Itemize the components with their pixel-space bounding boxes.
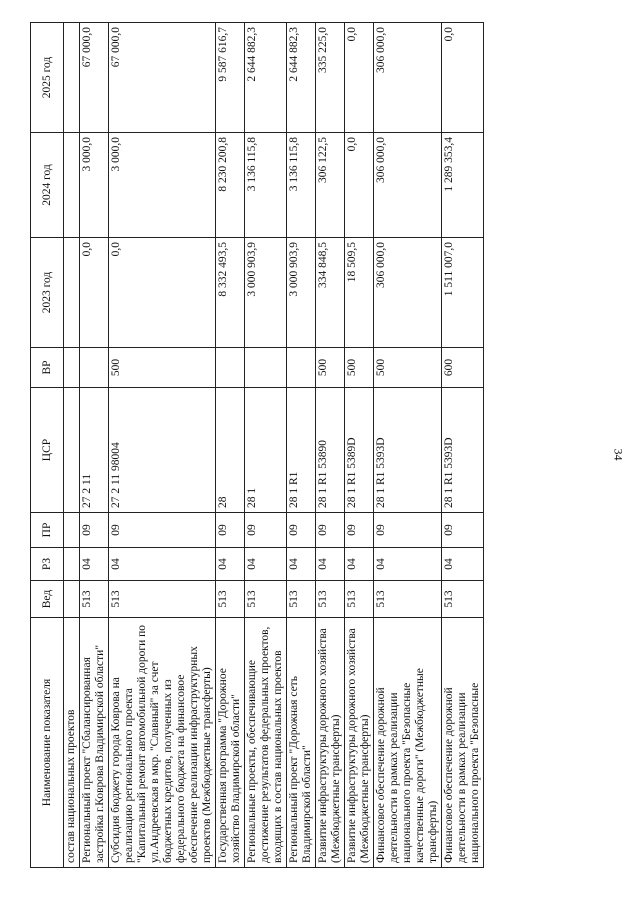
cell-pr: 09: [345, 513, 374, 548]
table-header-row: [31, 23, 64, 868]
cell-pr: 09: [216, 513, 245, 548]
header-name: Наименование показателя: [31, 618, 64, 868]
cell-name: Региональные проекты, обеспечивающие достижение результатов федеральных проектов, входящих в состав национальных проектов: [245, 618, 287, 868]
cell-2024: 306 122,5: [316, 133, 345, 238]
cell-rz: 04: [442, 548, 484, 581]
cell-2025: 67 000,0: [109, 23, 216, 133]
cell-pr: 09: [109, 513, 216, 548]
cell-rz: 04: [109, 548, 216, 581]
cell-rz: 04: [374, 548, 442, 581]
cell-pr: 09: [287, 513, 316, 548]
cell-2025: 306 000,0: [374, 23, 442, 133]
header-pr: ПР: [31, 513, 64, 548]
cell-2025: [64, 23, 80, 133]
cell-rz: 04: [316, 548, 345, 581]
cell-2023: 1 511 007,0: [442, 238, 484, 348]
cell-vr: [287, 348, 316, 388]
header-rz: РЗ: [31, 548, 64, 581]
cell-rz: [64, 548, 80, 581]
cell-2023: 0,0: [109, 238, 216, 348]
budget-table-container: [30, 23, 500, 868]
cell-name: Развитие инфраструктуры дорожного хозяйства (Межбюджетные трансферты): [316, 618, 345, 868]
cell-pr: 09: [80, 513, 109, 548]
cell-pr: [64, 513, 80, 548]
cell-name: Развитие инфраструктуры дорожного хозяйства (Межбюджетные трансферты): [345, 618, 374, 868]
cell-rz: 04: [245, 548, 287, 581]
cell-csr: 28 1 R1 5389D: [345, 388, 374, 513]
cell-vr: [64, 348, 80, 388]
cell-2024: 8 230 200,8: [216, 133, 245, 238]
cell-csr: [64, 388, 80, 513]
cell-vr: 600: [442, 348, 484, 388]
table-row: [245, 23, 287, 868]
cell-2024: 3 136 115,8: [287, 133, 316, 238]
cell-csr: 28 1 R1: [287, 388, 316, 513]
budget-table: [30, 22, 484, 868]
cell-ved: 513: [216, 581, 245, 618]
cell-2024: 3 000,0: [80, 133, 109, 238]
cell-vr: 500: [345, 348, 374, 388]
cell-csr: 28 1 R1 53890: [316, 388, 345, 513]
cell-vr: 500: [109, 348, 216, 388]
cell-2023: 334 848,5: [316, 238, 345, 348]
table-row: [109, 23, 216, 868]
header-csr: ЦСР: [31, 388, 64, 513]
table-row: [287, 23, 316, 868]
cell-2024: 3 136 115,8: [245, 133, 287, 238]
header-ved: Вед: [31, 581, 64, 618]
cell-2023: 8 332 493,5: [216, 238, 245, 348]
page-number: 34: [611, 448, 626, 461]
cell-ved: 513: [442, 581, 484, 618]
cell-2025: 0,0: [442, 23, 484, 133]
cell-ved: 513: [287, 581, 316, 618]
header-2024: 2024 год: [31, 133, 64, 238]
cell-vr: [216, 348, 245, 388]
cell-csr: 28: [216, 388, 245, 513]
cell-name: Финансовое обеспечение дорожной деятельности в рамках реализации национального проекта "Безопасные: [442, 618, 484, 868]
cell-ved: 513: [316, 581, 345, 618]
cell-pr: 09: [442, 513, 484, 548]
header-vr: ВР: [31, 348, 64, 388]
cell-2024: 0,0: [345, 133, 374, 238]
cell-name: состав национальных проектов: [64, 618, 80, 868]
cell-pr: 09: [374, 513, 442, 548]
cell-rz: 04: [80, 548, 109, 581]
cell-vr: [245, 348, 287, 388]
cell-2023: 3 000 903,9: [287, 238, 316, 348]
header-2025: 2025 год: [31, 23, 64, 133]
cell-2025: 0,0: [345, 23, 374, 133]
cell-name: Региональный проект "Дорожная сеть Владимирской области": [287, 618, 316, 868]
cell-vr: [80, 348, 109, 388]
cell-rz: 04: [216, 548, 245, 581]
table-row: [316, 23, 345, 868]
cell-2025: 2 644 882,3: [287, 23, 316, 133]
cell-ved: 513: [345, 581, 374, 618]
cell-name: Государственная программа "Дорожное хозяйство Владимирской области": [216, 618, 245, 868]
table-row: [80, 23, 109, 868]
cell-csr: 27 2 11 98004: [109, 388, 216, 513]
cell-pr: 09: [245, 513, 287, 548]
cell-ved: 513: [374, 581, 442, 618]
cell-2023: 306 000,0: [374, 238, 442, 348]
cell-ved: 513: [109, 581, 216, 618]
cell-2023: 18 509,5: [345, 238, 374, 348]
cell-name: Финансовое обеспечение дорожной деятельности в рамках реализации национального проекта "Безопасные качественные дороги" (Межбюджетные трансферты): [374, 618, 442, 868]
cell-rz: 04: [287, 548, 316, 581]
table-row: [374, 23, 442, 868]
cell-2025: 67 000,0: [80, 23, 109, 133]
cell-csr: 28 1 R1 5393D: [374, 388, 442, 513]
table-row: [64, 23, 80, 868]
cell-2025: 2 644 882,3: [245, 23, 287, 133]
cell-2024: 3 000,0: [109, 133, 216, 238]
cell-vr: 500: [316, 348, 345, 388]
cell-csr: 28 1: [245, 388, 287, 513]
table-row: [216, 23, 245, 868]
table-row: [345, 23, 374, 868]
cell-csr: 27 2 11: [80, 388, 109, 513]
cell-vr: 500: [374, 348, 442, 388]
cell-csr: 28 1 R1 5393D: [442, 388, 484, 513]
cell-name: Субсидия бюджету города Коврова на реализацию регионального проекта "Капитальный ремонт автомобильной дороги по ул.Андреевская в мкр. "Славный" за счет бюджетных кредитов, полученных из федерального бюджета на финансовое обеспечение реализации инфраструктурных проектов (Межбюджетные трансферты): [109, 618, 216, 868]
cell-2024: 1 289 353,4: [442, 133, 484, 238]
cell-2023: 0,0: [80, 238, 109, 348]
header-2023: 2023 год: [31, 238, 64, 348]
cell-ved: 513: [245, 581, 287, 618]
cell-2023: [64, 238, 80, 348]
cell-name: Региональный проект "Сбалансированная застройка г.Коврова Владимирской области": [80, 618, 109, 868]
cell-2024: [64, 133, 80, 238]
cell-pr: 09: [316, 513, 345, 548]
cell-2024: 306 000,0: [374, 133, 442, 238]
cell-2025: 335 225,0: [316, 23, 345, 133]
cell-2023: 3 000 903,9: [245, 238, 287, 348]
cell-ved: 513: [80, 581, 109, 618]
cell-ved: [64, 581, 80, 618]
cell-2025: 9 587 616,7: [216, 23, 245, 133]
table-row: [442, 23, 484, 868]
cell-rz: 04: [345, 548, 374, 581]
